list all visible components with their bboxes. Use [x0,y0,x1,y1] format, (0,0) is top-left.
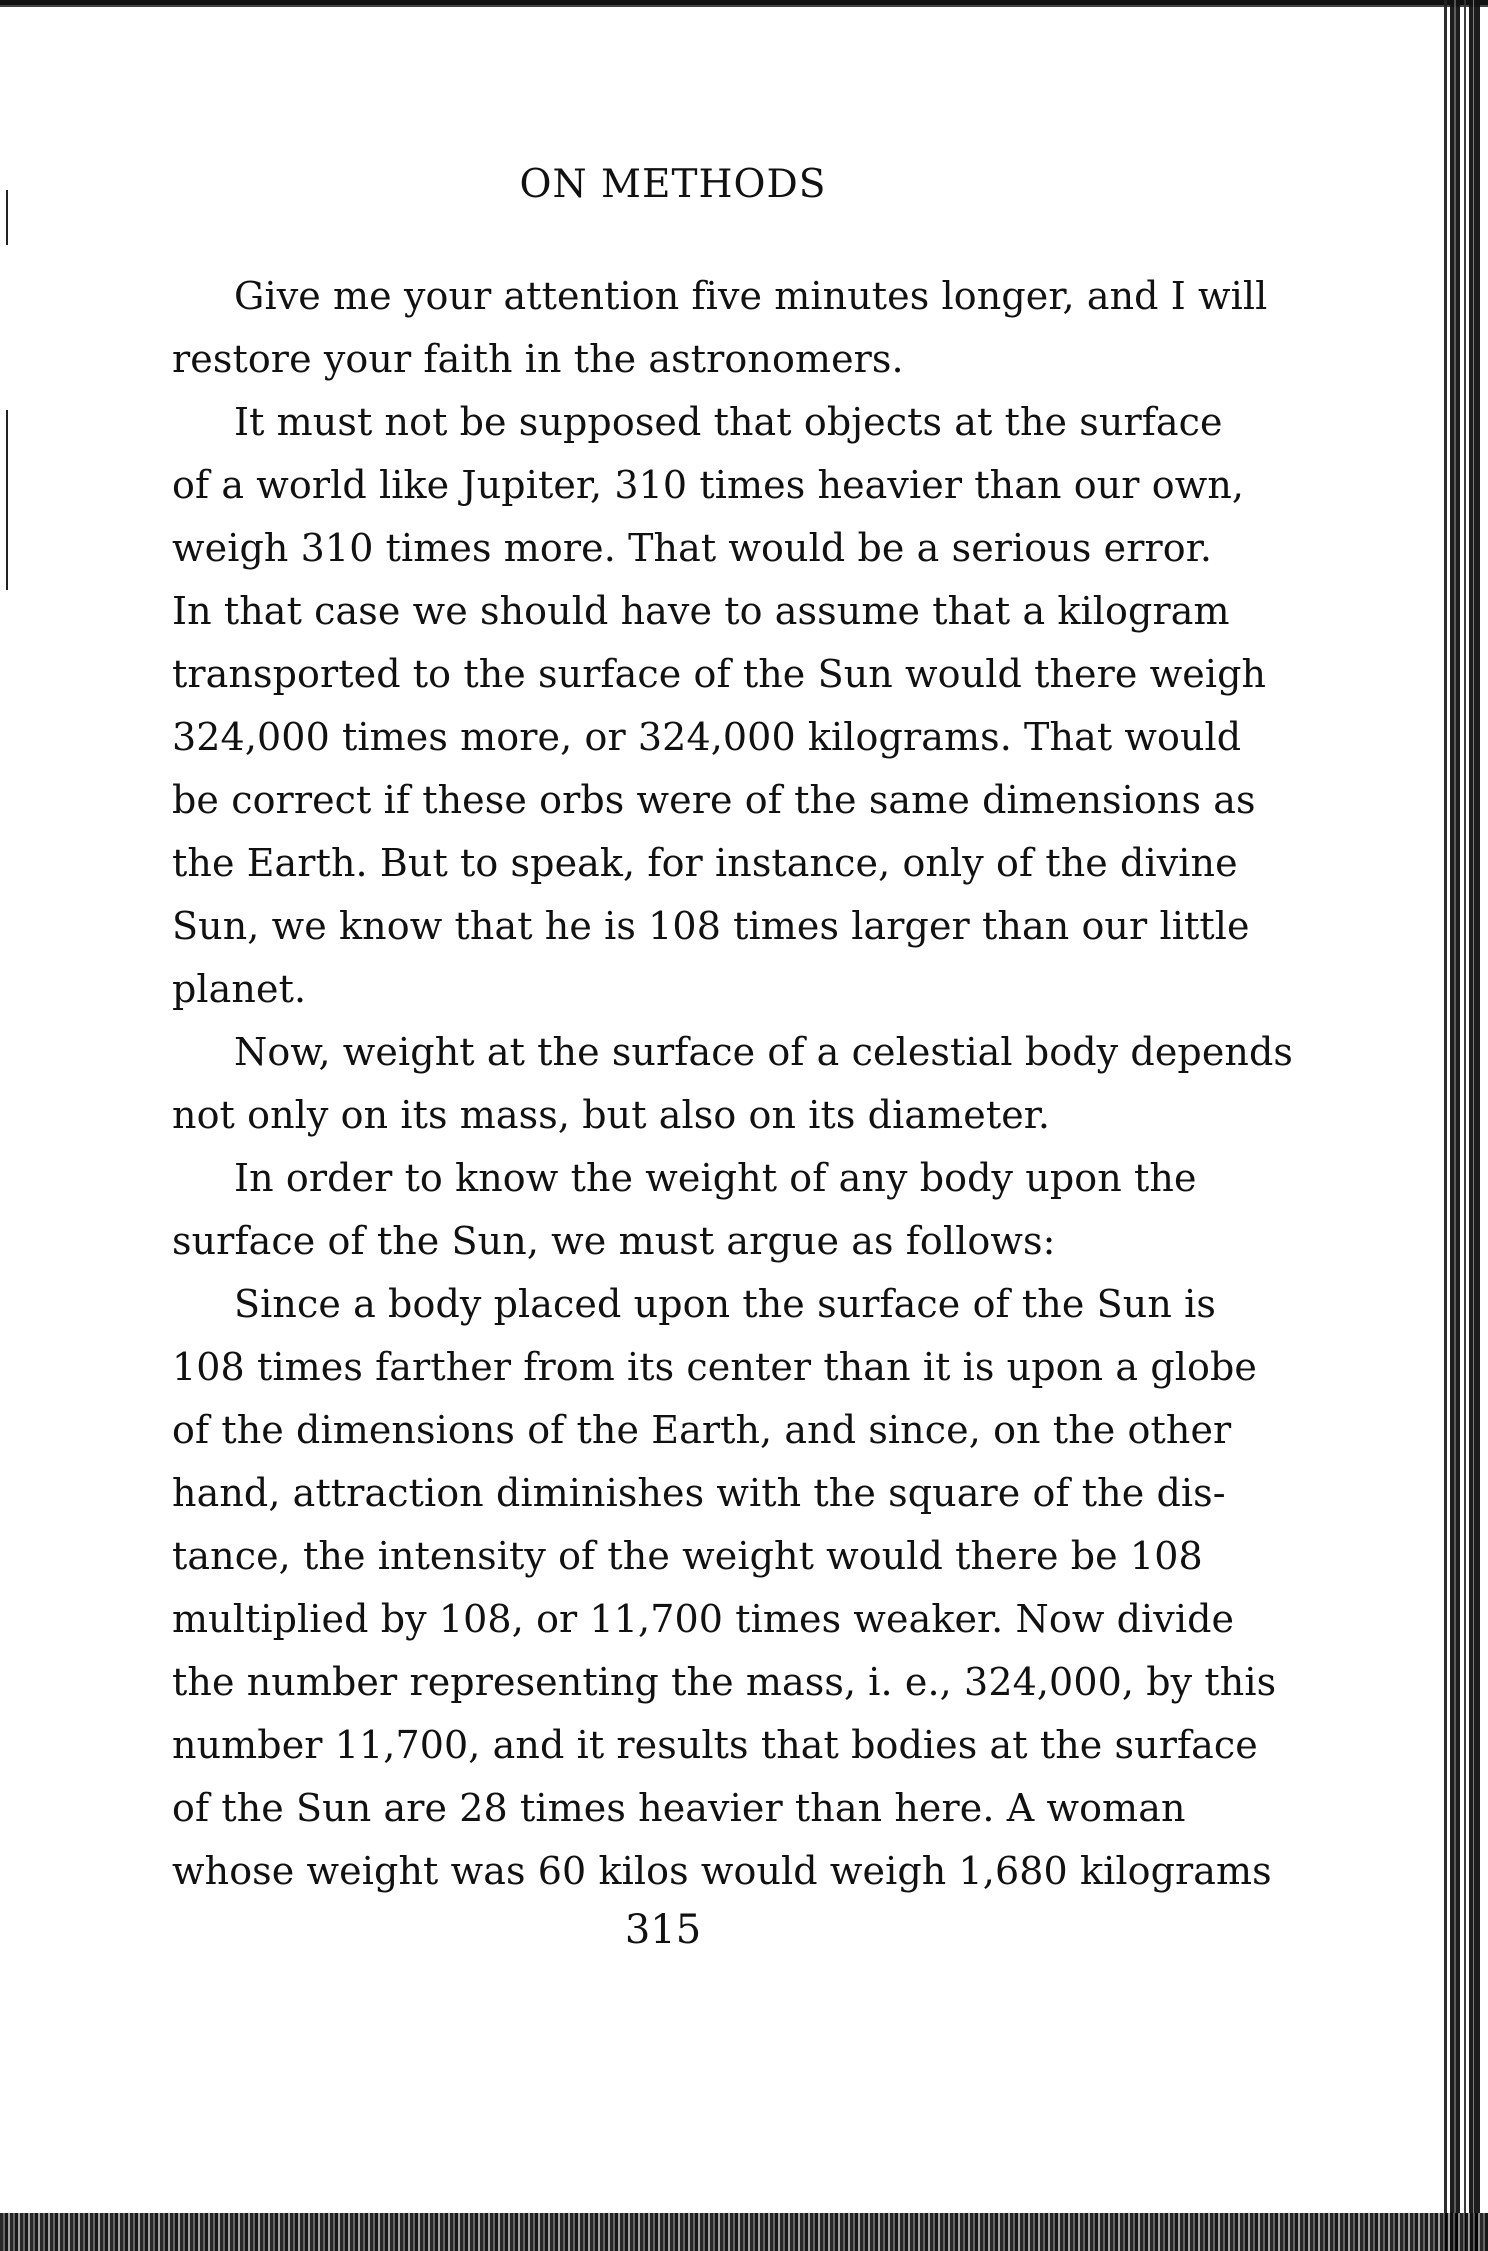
paragraph-4 [172,1147,1197,1273]
text-line: In order to know the weight of any body upon the [234,1156,1197,1200]
page-header: ON METHODS [519,162,827,207]
text-line: be correct if these orbs were of the same dimensions as [172,778,1256,822]
left-margin-mark [6,190,8,245]
paragraph-2 [172,391,1267,1021]
text-line: It must not be supposed that objects at the surface [234,400,1223,444]
text-line: transported to the surface of the Sun would there weigh [172,652,1267,696]
text-line: hand, attraction diminishes with the square of the dis- [172,1471,1226,1515]
paragraph-3 [172,1021,1294,1147]
text-line: tance, the intensity of the weight would there be 108 [172,1534,1203,1578]
text-line: of the dimensions of the Earth, and since, on the other [172,1408,1232,1452]
text-line: planet. [172,967,307,1011]
text-line: the Earth. But to speak, for instance, only of the divine [172,841,1238,885]
text-line: multiplied by 108, or 11,700 times weaker. Now divide [172,1597,1235,1641]
text-line: In that case we should have to assume that a kilogram [172,589,1230,633]
top-scan-edge [0,0,1488,10]
text-line: the number representing the mass, i. e., 324,000, by this [172,1660,1277,1704]
bottom-scan-edge [0,2213,1488,2251]
paragraph-5 [172,1273,1277,1903]
paragraph-1 [172,265,1268,391]
text-line: Now, weight at the surface of a celestial body depends [234,1030,1294,1074]
right-binding-edge [1440,0,1488,2251]
text-line: surface of the Sun, we must argue as follows: [172,1219,1056,1263]
text-line: of a world like Jupiter, 310 times heavier than our own, [172,463,1245,507]
text-line: whose weight was 60 kilos would weigh 1,680 kilograms [172,1849,1272,1893]
text-line: of the Sun are 28 times heavier than here. A woman [172,1786,1186,1830]
body-text [172,265,1294,1903]
text-line: not only on its mass, but also on its diameter. [172,1093,1051,1137]
text-line: Sun, we know that he is 108 times larger than our little [172,904,1250,948]
text-line: 108 times farther from its center than it is upon a globe [172,1345,1257,1389]
text-line: number 11,700, and it results that bodies at the surface [172,1723,1258,1767]
text-line: weigh 310 times more. That would be a serious error. [172,526,1212,570]
text-line: Give me your attention five minutes longer, and I will [234,274,1268,318]
left-margin-mark [6,410,8,590]
page-number: 315 [624,1907,702,1953]
text-line: Since a body placed upon the surface of the Sun is [234,1282,1216,1326]
text-line: 324,000 times more, or 324,000 kilograms. That would [172,715,1242,759]
text-line: restore your faith in the astronomers. [172,337,904,381]
